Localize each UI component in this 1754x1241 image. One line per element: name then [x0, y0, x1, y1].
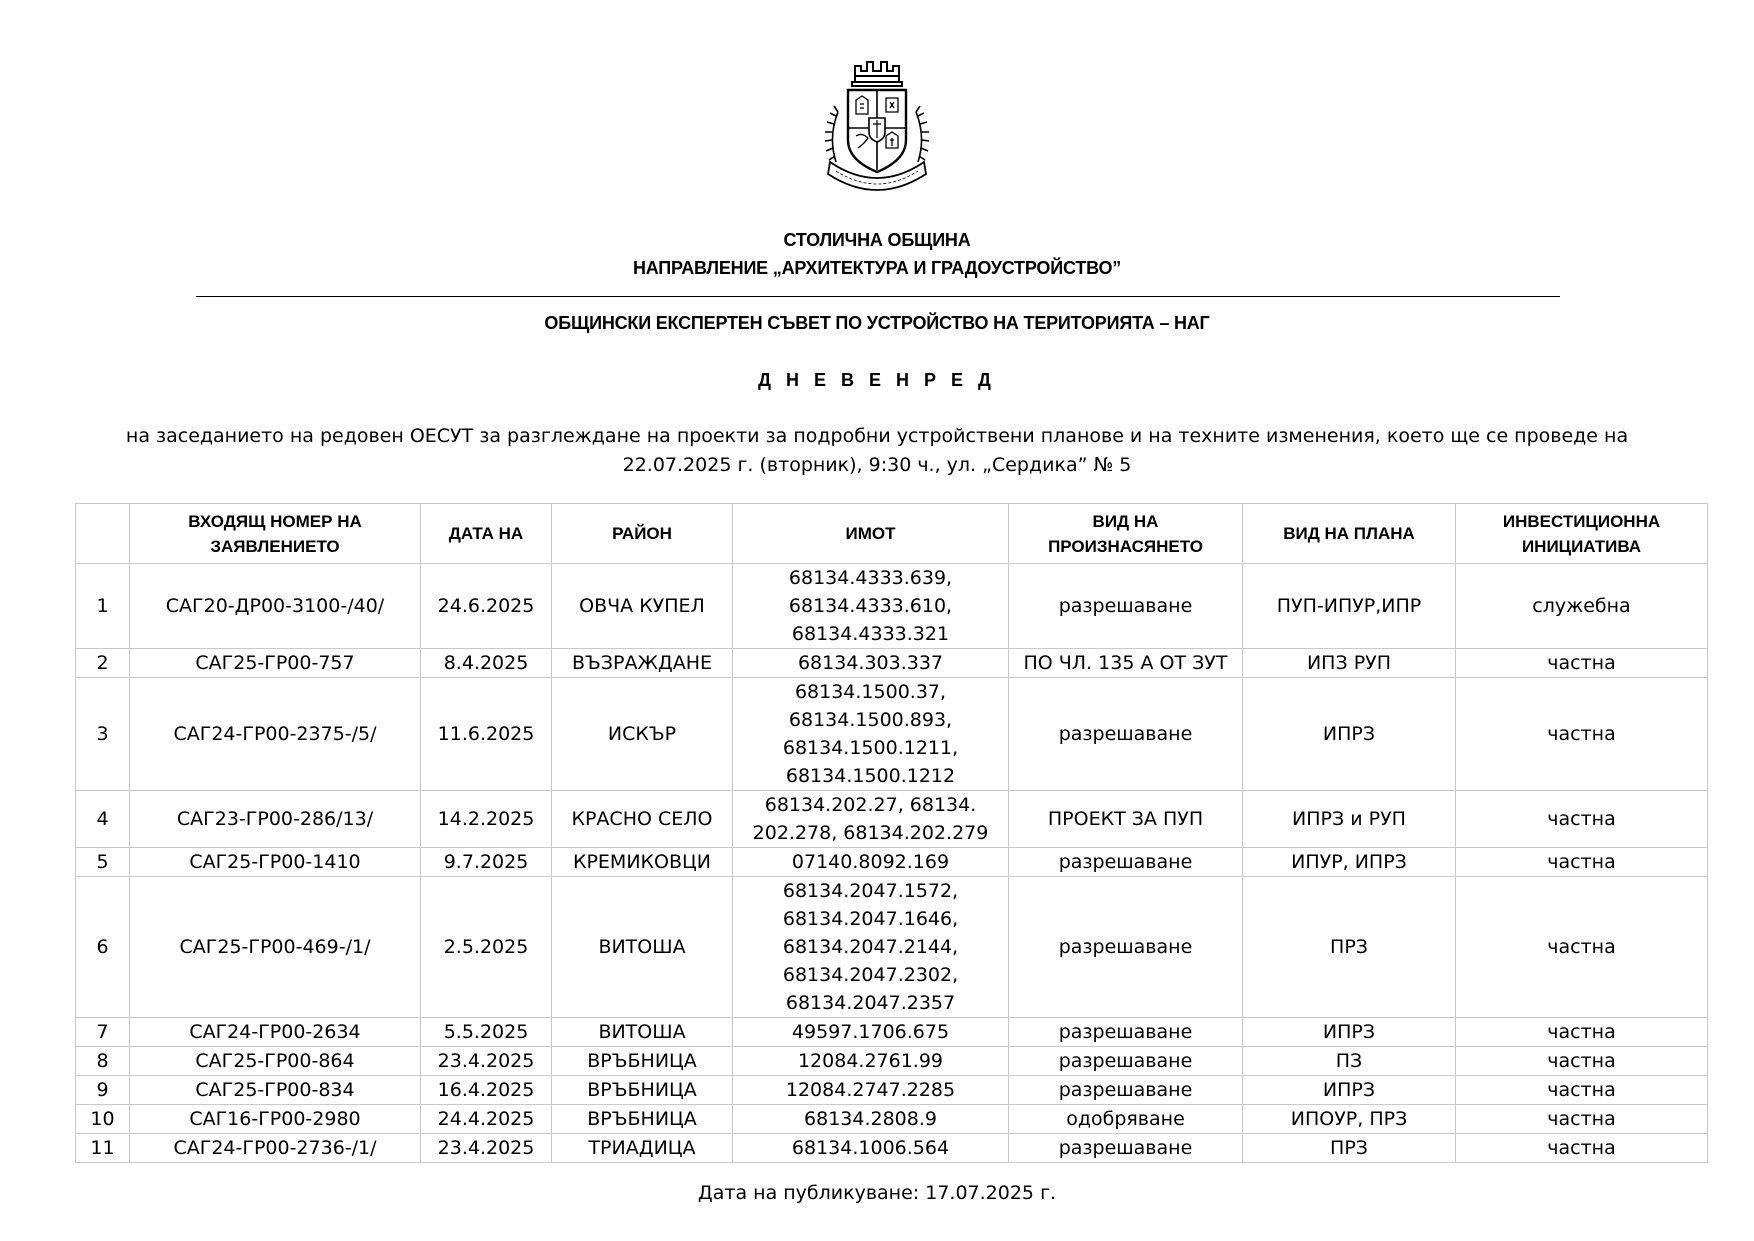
decision-type-cell: ПРОЕКТ ЗА ПУП — [1009, 791, 1243, 848]
table-row — [76, 1047, 1708, 1076]
property-id-line: 68134.1500.1212 — [785, 765, 956, 787]
property-cell — [733, 1018, 1009, 1047]
row-number-cell: 8 — [76, 1047, 130, 1076]
organization-name: СТОЛИЧНА ОБЩИНА — [783, 230, 971, 250]
initiative-cell: частна — [1456, 877, 1708, 1018]
table-row — [76, 1134, 1708, 1163]
property-id-line: 68134.2808.9 — [804, 1108, 937, 1130]
col-header-date: ДАТА НА — [421, 504, 552, 564]
initiative-cell: частна — [1456, 678, 1708, 791]
district-cell: КРЕМИКОВЦИ — [552, 848, 733, 877]
table-row — [76, 877, 1708, 1018]
date-cell: 24.6.2025 — [421, 564, 552, 649]
property-id-line: 68134.2047.2144, — [782, 936, 959, 958]
plan-type-cell: ИПРЗ — [1243, 1076, 1456, 1105]
table-row — [76, 791, 1708, 848]
col-header-number: ВХОДЯЩ НОМЕР НА ЗАЯВЛЕНИЕТО — [130, 504, 421, 564]
decision-type-cell: одобряване — [1009, 1105, 1243, 1134]
meeting-intro — [70, 422, 1684, 480]
plan-type-cell: ИПУР, ИПРЗ — [1243, 848, 1456, 877]
table-body — [76, 564, 1708, 1163]
table-row — [76, 1018, 1708, 1047]
initiative-cell: частна — [1456, 1018, 1708, 1047]
row-number-cell: 11 — [76, 1134, 130, 1163]
property-id-line: 12084.2761.99 — [797, 1050, 944, 1072]
col-header-property: ИМОТ — [733, 504, 1009, 564]
department-name: НАПРАВЛЕНИЕ „АРХИТЕКТУРА И ГРАДОУСТРОЙСТВО” — [632, 258, 1122, 278]
plan-type-cell: ИПРЗ и РУП — [1243, 791, 1456, 848]
plan-type-cell: ИПРЗ — [1243, 678, 1456, 791]
property-id-line: 202.278, 68134.202.279 — [752, 822, 989, 844]
col-header-no — [76, 504, 130, 564]
intro-line-1: на заседанието на редовен ОЕСУТ за разглеждане на проекти за подробни устройствени планове и на техните изменения, което ще се проведе на — [125, 425, 1629, 447]
date-cell: 14.2.2025 — [421, 791, 552, 848]
property-cell — [733, 1105, 1009, 1134]
table-row — [76, 1076, 1708, 1105]
property-id-line: 68134.1006.564 — [791, 1137, 950, 1159]
header-divider — [196, 296, 1560, 297]
district-cell: ОВЧА КУПЕЛ — [552, 564, 733, 649]
application-number-cell: САГ25-ГР00-1410 — [130, 848, 421, 877]
col-header-initiative: ИНВЕСТИЦИОННА ИНИЦИАТИВА — [1456, 504, 1708, 564]
sofia-coat-of-arms-icon — [822, 52, 932, 192]
application-number-cell: САГ24-ГР00-2736-/1/ — [130, 1134, 421, 1163]
application-number-cell: САГ23-ГР00-286/13/ — [130, 791, 421, 848]
property-id-line: 12084.2747.2285 — [785, 1079, 956, 1101]
decision-type-cell: разрешаване — [1009, 1047, 1243, 1076]
initiative-cell: частна — [1456, 1134, 1708, 1163]
decision-type-cell: разрешаване — [1009, 1076, 1243, 1105]
district-cell: ТРИАДИЦА — [552, 1134, 733, 1163]
application-number-cell: САГ24-ГР00-2375-/5/ — [130, 678, 421, 791]
plan-type-cell: ПЗ — [1243, 1047, 1456, 1076]
property-id-line: 68134.1500.893, — [788, 709, 953, 731]
property-id-line: 68134.2047.1572, — [782, 880, 959, 902]
application-number-cell: САГ20-ДР00-3100-/40/ — [130, 564, 421, 649]
date-cell: 2.5.2025 — [421, 877, 552, 1018]
row-number-cell: 10 — [76, 1105, 130, 1134]
publication-date: Дата на публикуване: 17.07.2025 г. — [697, 1182, 1057, 1204]
plan-type-cell: ПРЗ — [1243, 877, 1456, 1018]
table-row — [76, 649, 1708, 678]
plan-type-cell: ИПЗ РУП — [1243, 649, 1456, 678]
property-id-line: 68134.202.27, 68134. — [764, 794, 977, 816]
table-row — [76, 564, 1708, 649]
row-number-cell: 4 — [76, 791, 130, 848]
date-cell: 24.4.2025 — [421, 1105, 552, 1134]
initiative-cell: частна — [1456, 848, 1708, 877]
table-row — [76, 1105, 1708, 1134]
property-cell — [733, 791, 1009, 848]
initiative-cell: частна — [1456, 791, 1708, 848]
property-id-line: 07140.8092.169 — [791, 851, 950, 873]
district-cell: ВИТОША — [552, 1018, 733, 1047]
row-number-cell: 5 — [76, 848, 130, 877]
application-number-cell: САГ25-ГР00-757 — [130, 649, 421, 678]
district-cell: ИСКЪР — [552, 678, 733, 791]
property-id-line: 68134.2047.2357 — [785, 992, 956, 1014]
initiative-cell: частна — [1456, 1047, 1708, 1076]
property-id-line: 68134.2047.1646, — [782, 908, 959, 930]
row-number-cell: 9 — [76, 1076, 130, 1105]
district-cell: ВИТОША — [552, 877, 733, 1018]
property-id-line: 68134.303.337 — [797, 652, 944, 674]
decision-type-cell: разрешаване — [1009, 877, 1243, 1018]
row-number-cell: 1 — [76, 564, 130, 649]
table-header-row — [76, 504, 1708, 564]
col-header-decision: ВИД НА ПРОИЗНАСЯНЕТО — [1009, 504, 1243, 564]
initiative-cell: частна — [1456, 1105, 1708, 1134]
property-cell — [733, 1047, 1009, 1076]
agenda-title: Д Н Е В Е Н Р Е Д — [758, 370, 996, 390]
table-row — [76, 678, 1708, 791]
date-cell: 11.6.2025 — [421, 678, 552, 791]
property-id-line: 68134.4333.639, — [788, 567, 953, 589]
plan-type-cell: ИПОУР, ПРЗ — [1243, 1105, 1456, 1134]
property-id-line: 68134.1500.1211, — [782, 737, 959, 759]
application-number-cell: САГ25-ГР00-834 — [130, 1076, 421, 1105]
plan-type-cell: ПУП-ИПУР,ИПР — [1243, 564, 1456, 649]
district-cell: ВРЪБНИЦА — [552, 1047, 733, 1076]
district-cell: ВРЪБНИЦА — [552, 1105, 733, 1134]
date-cell: 16.4.2025 — [421, 1076, 552, 1105]
decision-type-cell: ПО ЧЛ. 135 А ОТ ЗУТ — [1009, 649, 1243, 678]
property-cell — [733, 649, 1009, 678]
property-id-line: 68134.2047.2302, — [782, 964, 959, 986]
table-row — [76, 848, 1708, 877]
intro-line-2: 22.07.2025 г. (вторник), 9:30 ч., ул. „Сердика” № 5 — [622, 454, 1132, 476]
application-number-cell: САГ16-ГР00-2980 — [130, 1105, 421, 1134]
initiative-cell: служебна — [1456, 564, 1708, 649]
row-number-cell: 3 — [76, 678, 130, 791]
district-cell: ВЪЗРАЖДАНЕ — [552, 649, 733, 678]
council-name: ОБЩИНСКИ ЕКСПЕРТЕН СЪВЕТ ПО УСТРОЙСТВО НА ТЕРИТОРИЯТА – НАГ — [544, 313, 1210, 333]
date-cell: 5.5.2025 — [421, 1018, 552, 1047]
decision-type-cell: разрешаване — [1009, 1018, 1243, 1047]
application-number-cell: САГ25-ГР00-864 — [130, 1047, 421, 1076]
date-cell: 23.4.2025 — [421, 1134, 552, 1163]
date-cell: 8.4.2025 — [421, 649, 552, 678]
decision-type-cell: разрешаване — [1009, 1134, 1243, 1163]
row-number-cell: 7 — [76, 1018, 130, 1047]
date-cell: 23.4.2025 — [421, 1047, 552, 1076]
col-header-plan: ВИД НА ПЛАНА — [1243, 504, 1456, 564]
application-number-cell: САГ25-ГР00-469-/1/ — [130, 877, 421, 1018]
district-cell: ВРЪБНИЦА — [552, 1076, 733, 1105]
property-id-line: 68134.4333.321 — [791, 623, 950, 645]
decision-type-cell: разрешаване — [1009, 678, 1243, 791]
property-cell — [733, 877, 1009, 1018]
date-cell: 9.7.2025 — [421, 848, 552, 877]
row-number-cell: 6 — [76, 877, 130, 1018]
property-cell — [733, 564, 1009, 649]
property-id-line: 68134.4333.610, — [788, 595, 953, 617]
property-cell — [733, 1134, 1009, 1163]
initiative-cell: частна — [1456, 649, 1708, 678]
property-id-line: 49597.1706.675 — [791, 1021, 950, 1043]
property-cell — [733, 848, 1009, 877]
row-number-cell: 2 — [76, 649, 130, 678]
application-number-cell: САГ24-ГР00-2634 — [130, 1018, 421, 1047]
plan-type-cell: ПРЗ — [1243, 1134, 1456, 1163]
agenda-table — [75, 503, 1708, 1163]
property-id-line: 68134.1500.37, — [794, 681, 947, 703]
property-cell — [733, 678, 1009, 791]
col-header-district: РАЙОН — [552, 504, 733, 564]
plan-type-cell: ИПРЗ — [1243, 1018, 1456, 1047]
initiative-cell: частна — [1456, 1076, 1708, 1105]
decision-type-cell: разрешаване — [1009, 564, 1243, 649]
district-cell: КРАСНО СЕЛО — [552, 791, 733, 848]
decision-type-cell: разрешаване — [1009, 848, 1243, 877]
property-cell — [733, 1076, 1009, 1105]
